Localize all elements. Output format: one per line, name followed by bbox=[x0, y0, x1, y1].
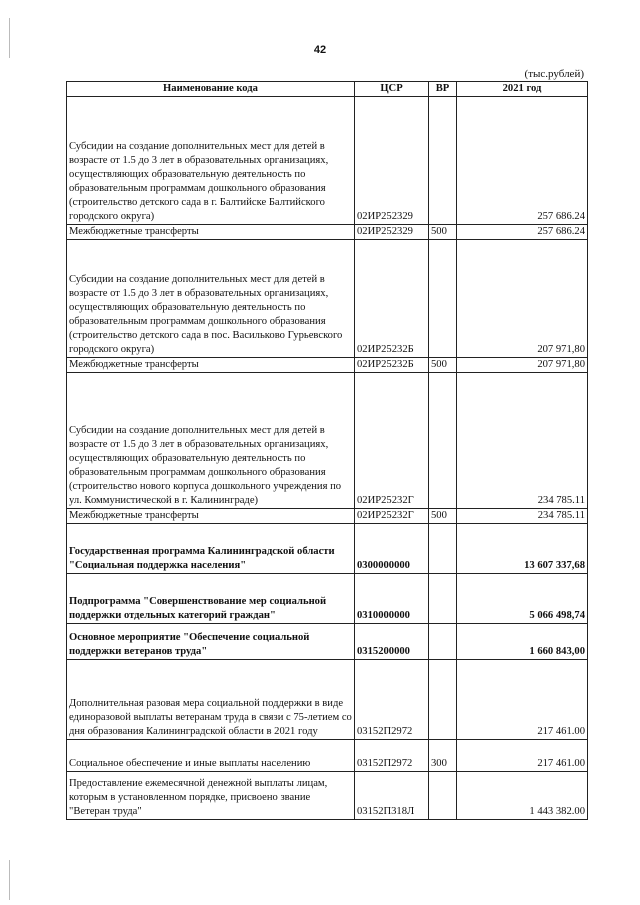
table-row bbox=[67, 509, 588, 524]
row-vr: 500 bbox=[429, 225, 457, 240]
row-csr: 02ИР25232Г bbox=[355, 373, 429, 509]
row-amount: 217 461.00 bbox=[457, 660, 588, 740]
row-name: Межбюджетные трансферты bbox=[67, 509, 355, 524]
row-csr: 0315200000 bbox=[355, 624, 429, 660]
table-row bbox=[67, 240, 588, 358]
header-name: Наименование кода bbox=[67, 82, 355, 97]
row-amount: 234 785.11 bbox=[457, 509, 588, 524]
row-csr: 02ИР25232Б bbox=[355, 240, 429, 358]
row-vr: 500 bbox=[429, 509, 457, 524]
budget-table bbox=[66, 81, 588, 820]
row-name: Предоставление ежемесячной денежной выплаты лицам, которым в установленном порядке, присвоено звание "Ветеран труда" bbox=[67, 772, 355, 820]
row-vr bbox=[429, 524, 457, 574]
row-amount: 1 443 382.00 bbox=[457, 772, 588, 820]
row-amount: 1 660 843,00 bbox=[457, 624, 588, 660]
table-row bbox=[67, 97, 588, 225]
row-vr: 500 bbox=[429, 358, 457, 373]
row-vr bbox=[429, 660, 457, 740]
scan-margin-line bbox=[9, 860, 10, 900]
row-name: Основное мероприятие "Обеспечение социальной поддержки ветеранов труда" bbox=[67, 624, 355, 660]
row-csr: 02ИР25232Б bbox=[355, 358, 429, 373]
row-vr bbox=[429, 240, 457, 358]
row-name: Государственная программа Калининградской области "Социальная поддержка населения" bbox=[67, 524, 355, 574]
row-amount: 234 785.11 bbox=[457, 373, 588, 509]
row-vr bbox=[429, 624, 457, 660]
row-csr: 03152П2972 bbox=[355, 660, 429, 740]
row-amount: 5 066 498,74 bbox=[457, 574, 588, 624]
row-csr: 02ИР252329 bbox=[355, 97, 429, 225]
page-number: 42 bbox=[313, 44, 327, 56]
header-vr: ВР bbox=[429, 82, 457, 97]
row-csr: 03152П318Л bbox=[355, 772, 429, 820]
row-name: Межбюджетные трансферты bbox=[67, 225, 355, 240]
row-name: Социальное обеспечение и иные выплаты населению bbox=[67, 740, 355, 772]
row-csr: 02ИР25232Г bbox=[355, 509, 429, 524]
table-row bbox=[67, 373, 588, 509]
table-row bbox=[67, 358, 588, 373]
row-vr: 300 bbox=[429, 740, 457, 772]
row-name: Подпрограмма "Совершенствование мер социальной поддержки отдельных категорий граждан" bbox=[67, 574, 355, 624]
row-vr bbox=[429, 772, 457, 820]
table-row bbox=[67, 660, 588, 740]
row-name: Субсидии на создание дополнительных мест для детей в возрасте от 1.5 до 3 лет в образовательных организациях, осуществляющих образовательную деятельность по образовательным программам дошкольного образования (строительство нового корпуса дошкольного учреждения по ул. Коммунистической в г. Калининграде) bbox=[67, 373, 355, 509]
header-year: 2021 год bbox=[457, 82, 588, 97]
row-name: Дополнительная разовая мера социальной поддержки в виде единоразовой выплаты ветеранам труда в связи с 75-летием со дня образования Калининградской области в 2021 году bbox=[67, 660, 355, 740]
row-name: Субсидии на создание дополнительных мест для детей в возрасте от 1.5 до 3 лет в образовательных организациях, осуществляющих образовательную деятельность по образовательным программам дошкольного образования (строительство детского сада в пос. Васильково Гурьевского городского округа) bbox=[67, 240, 355, 358]
table-row bbox=[67, 772, 588, 820]
row-name: Межбюджетные трансферты bbox=[67, 358, 355, 373]
table-row bbox=[67, 225, 588, 240]
row-amount: 257 686.24 bbox=[457, 97, 588, 225]
header-csr: ЦСР bbox=[355, 82, 429, 97]
row-name: Субсидии на создание дополнительных мест для детей в возрасте от 1.5 до 3 лет в образовательных организациях, осуществляющих образовательную деятельность по образовательным программам дошкольного образования (строительство детского сада в г. Балтийске Балтийского городского округа) bbox=[67, 97, 355, 225]
row-csr: 0310000000 bbox=[355, 574, 429, 624]
row-vr bbox=[429, 373, 457, 509]
row-amount: 207 971,80 bbox=[457, 358, 588, 373]
table-row bbox=[67, 574, 588, 624]
row-csr: 03152П2972 bbox=[355, 740, 429, 772]
row-csr: 0300000000 bbox=[355, 524, 429, 574]
row-csr: 02ИР252329 bbox=[355, 225, 429, 240]
row-amount: 207 971,80 bbox=[457, 240, 588, 358]
table-header-row bbox=[67, 82, 588, 97]
table-row bbox=[67, 624, 588, 660]
row-vr bbox=[429, 97, 457, 225]
row-amount: 13 607 337,68 bbox=[457, 524, 588, 574]
row-amount: 257 686.24 bbox=[457, 225, 588, 240]
row-amount: 217 461.00 bbox=[457, 740, 588, 772]
row-vr bbox=[429, 574, 457, 624]
units-label: (тыс.рублей) bbox=[524, 68, 584, 80]
table-row bbox=[67, 524, 588, 574]
table-row bbox=[67, 740, 588, 772]
